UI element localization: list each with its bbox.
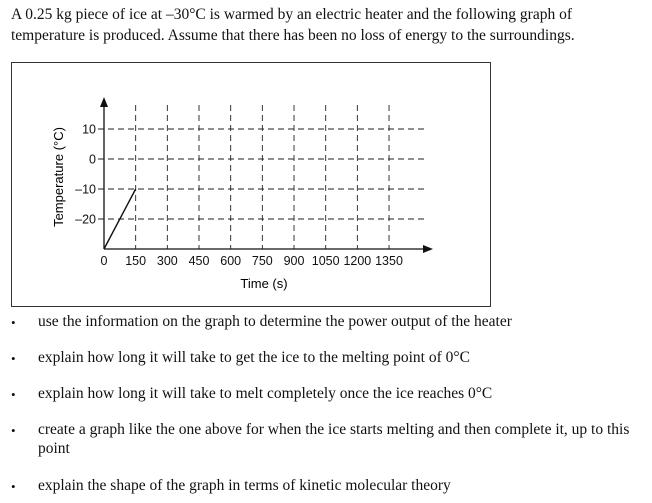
y-tick-label: –20 [75,212,96,227]
grid [98,105,426,249]
problem-statement: A 0.25 kg piece of ice at –30°C is warmed by an electric heater and the following graph of temperature is produced. Assume that there has been no loss of energy to the surroundings. [11,6,575,44]
x-tick-label: 1350 [375,254,403,268]
x-tick-label: 150 [125,254,147,268]
x-tick-label: 1200 [343,254,372,268]
y-tick-labels [75,123,96,227]
x-tick-label: 300 [156,254,178,268]
task-text: use the information on the graph to determine the power output of the heater [38,313,512,330]
x-tick-label: 900 [283,254,305,268]
bullet-icon: • [11,423,16,438]
y-tick-label: –10 [75,182,96,197]
x-tick-label: 0 [100,254,108,268]
task-text: create a graph like the one above for when the ice starts melting and then complete it, up to this point [38,421,630,457]
y-tick-label: 10 [82,122,96,137]
axes [100,97,433,253]
graph-frame [11,62,491,307]
x-tick-label: 1050 [311,254,340,268]
y-axis-arrow-icon [100,97,108,107]
task-text: explain the shape of the graph in terms of kinetic molecular theory [38,477,451,494]
x-tick-label: 600 [220,254,242,268]
task-text: explain how long it will take to melt completely once the ice reaches 0°C [38,385,493,402]
x-tick-labels [101,254,403,268]
bullet-icon: • [11,387,16,402]
x-axis-label: Time (s) [240,276,288,291]
x-tick-label: 450 [188,254,210,268]
task-text: explain how long it will take to get the ice to the melting point of 0°C [38,349,470,366]
x-axis-arrow-icon [423,245,433,253]
bullet-icon: • [11,351,16,366]
temperature-time-chart [12,63,490,306]
bullet-icon: • [11,479,16,494]
y-tick-label: 0 [89,152,96,167]
x-tick-label: 750 [251,254,273,268]
bullet-icon: • [11,315,16,330]
y-axis-label: Temperature (°C) [51,127,66,227]
